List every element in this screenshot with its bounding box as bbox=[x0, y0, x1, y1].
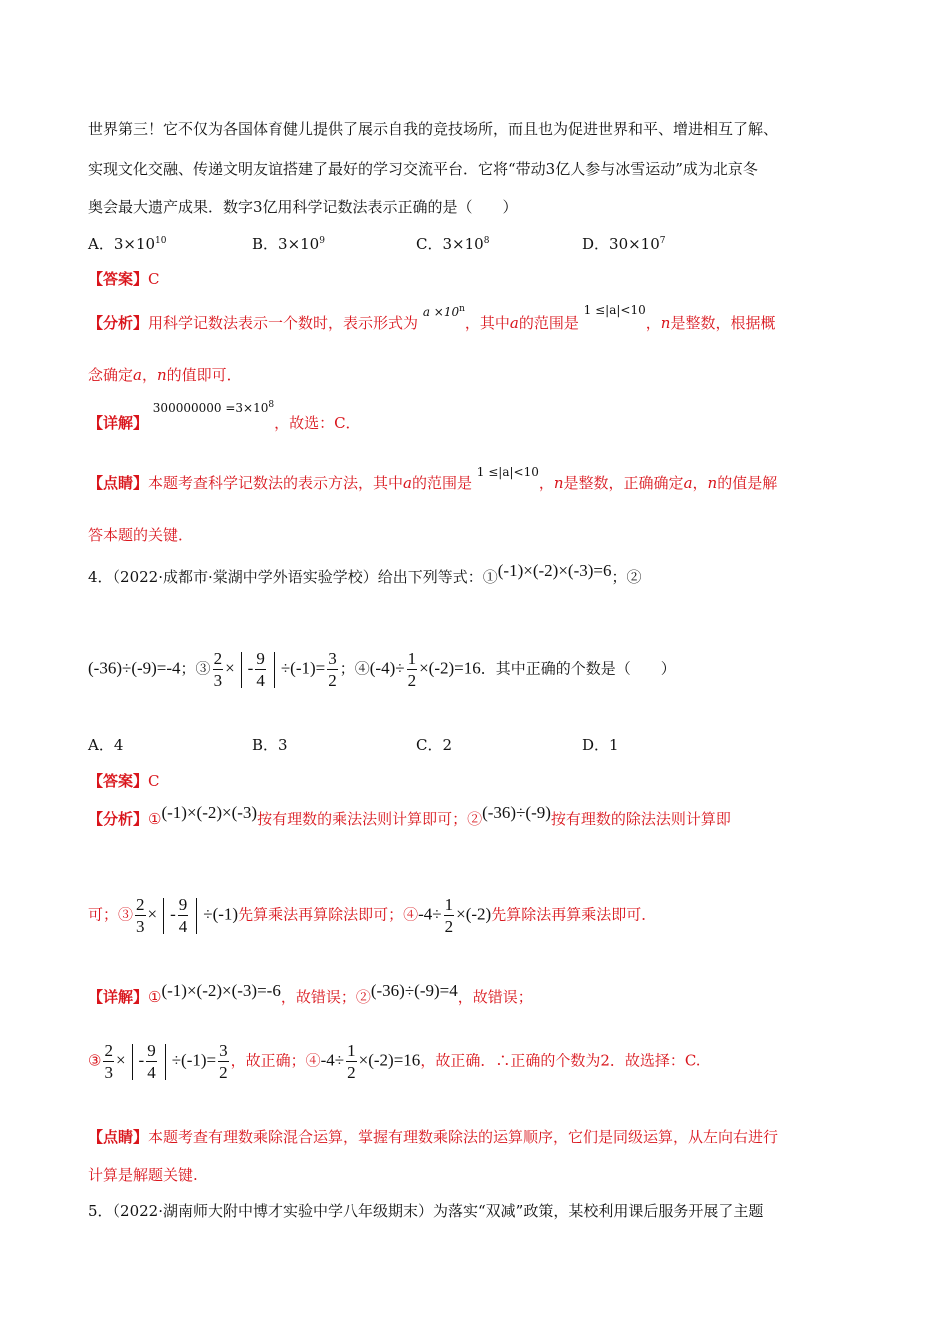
intro-line-3: 奥会最大遗产成果．数字3亿用科学记数法表示正确的是（ ） bbox=[88, 198, 518, 216]
q4-answer: 【答案】C bbox=[88, 772, 160, 790]
frac-9-4: $\frac{9}{4}$ bbox=[256, 649, 265, 690]
q4-detail: 【详解】①(-1)×(-2)×(-3)=-6，故错误；②(-36)÷(-9)=4，故错误； bbox=[88, 981, 533, 1006]
q4-stem-line-2: (-36)÷(-9)=-4；③ $\frac{2}{3}$ × - $\frac{9}{4}$ ÷(-1)= $\frac{3}{2}$ ；④(-4)÷ $\frac{1}{2}$ ×(-2)=16．其中正确的个数是（ ） bbox=[88, 649, 676, 690]
q3-analysis: 【分析】用科学记数法表示一个数时，表示形式为 $^{a \times 10^n}$，其中a的范围是 $^{1 \le|a|<10}$，n是整数，根据概 bbox=[88, 303, 776, 332]
frac-1-2: $\frac{1}{2}$ bbox=[407, 649, 417, 690]
q3-comment: 【点睛】本题考查科学记数法的表示方法，其中a的范围是 $^{1 \le|a|<10}$，n是整数，正确确定a，n的值是解 bbox=[88, 465, 778, 492]
q3-answer: 【答案】C bbox=[88, 270, 160, 288]
q4-comment: 【点睛】本题考查有理数乘除混合运算，掌握有理数乘除法的运算顺序，它们是同级运算，从左向右进行 bbox=[88, 1128, 779, 1146]
sci-notation-formula: a ×10n bbox=[422, 304, 465, 319]
detail-formula: 300000000 =3×108 bbox=[152, 400, 275, 415]
q4-eq-2: (-36)÷(-9)=-4 bbox=[88, 658, 181, 678]
q3-comment-line-2: 答本题的关键． bbox=[88, 526, 194, 544]
frac-2-3: $\frac{2}{3}$ bbox=[213, 649, 223, 690]
q4-analysis-line-2: 可；③ $\frac{2}{3}$ × - $\frac{9}{4}$ ÷(-1)先算乘法再算除法即可；④-4÷ $\frac{1}{2}$ ×(-2)先算除法再算乘法即可． bbox=[88, 895, 657, 936]
q4-option-b: B．3 bbox=[252, 736, 288, 754]
q4-option-a: A．4 bbox=[88, 736, 124, 754]
q4-analysis: 【分析】①(-1)×(-2)×(-3)按有理数的乘法法则计算即可；②(-36)÷(-9)按有理数的除法法则计算即 bbox=[88, 803, 731, 828]
q3-option-a: A．$3\times 10^{10}$ bbox=[88, 235, 167, 253]
intro-line-1: 世界第三！它不仅为各国体育健儿提供了展示自我的竞技场所，而且也为促进世界和平、增进相互了解、 bbox=[88, 120, 779, 138]
q3-detail: 【详解】 $^{300000000 =3\times 10^8}$，故选：C． bbox=[88, 400, 361, 432]
q3-option-d: D．$30\times 10^7$ bbox=[582, 235, 666, 253]
frac-3-2: $\frac{3}{2}$ bbox=[328, 649, 337, 690]
q5-stem: 5．（2022·湖南师大附中博才实验中学八年级期末）为落实“双减”政策，某校利用课后服务开展了主题 bbox=[88, 1202, 764, 1220]
q3-option-b: B．$3\times 10^9$ bbox=[252, 235, 325, 253]
q3-option-c: C．$3\times 10^8$ bbox=[416, 235, 490, 253]
q4-comment-line-2: 计算是解题关键. bbox=[88, 1166, 198, 1184]
q4-stem: 4．（2022·成都市·棠湖中学外语实验学校）给出下列等式：①(-1)×(-2)×(-3)=6；② bbox=[88, 561, 642, 586]
q4-option-c: C．2 bbox=[416, 736, 453, 754]
intro-line-2: 实现文化交融、传递文明友谊搭建了最好的学习交流平台．它将“带动3亿人参与冰雪运动”成为北京冬 bbox=[88, 160, 758, 178]
range-formula: 1 ≤|a|<10 bbox=[583, 303, 646, 317]
q3-analysis-line-2: 念确定a，n的值即可． bbox=[88, 366, 242, 384]
q4-eq-1: (-1)×(-2)×(-3)=6 bbox=[497, 561, 612, 580]
q4-option-d: D．1 bbox=[582, 736, 619, 754]
q4-detail-line-2: ③ $\frac{2}{3}$ × - $\frac{9}{4}$ ÷(-1)= $\frac{3}{2}$ ，故正确；④-4÷ $\frac{1}{2}$ ×(-2)=16，故正确．∴正确的个数为2．故选择：C. bbox=[88, 1041, 701, 1082]
